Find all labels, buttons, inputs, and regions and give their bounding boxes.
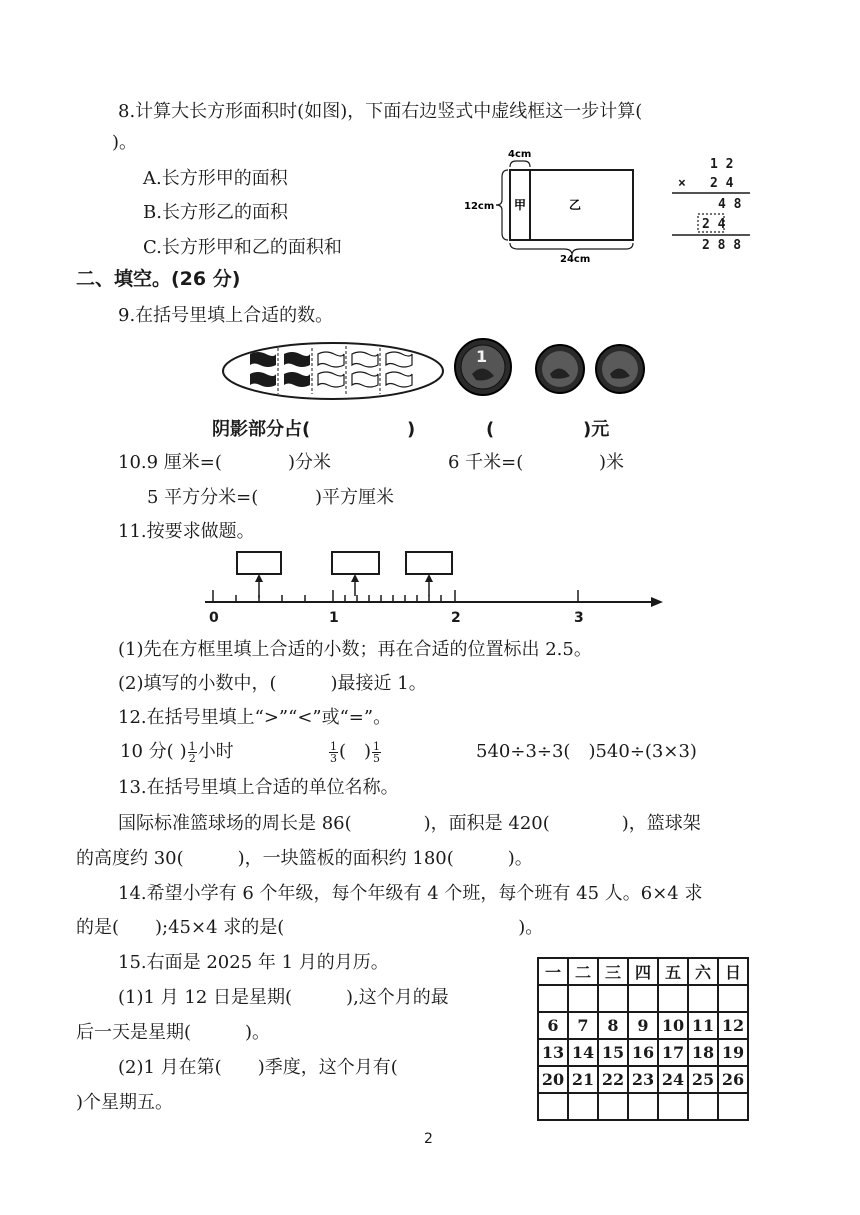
q12-stem: 12.在括号里填上“>”“<”或“=”。 xyxy=(118,707,392,728)
calc-row3: 4 8 xyxy=(718,197,742,212)
q9-stem: 9.在括号里填上合适的数。 xyxy=(118,305,334,326)
calendar-header-cell: 四 xyxy=(628,958,658,985)
calendar-day-cell xyxy=(598,985,628,1012)
q8-stem: 8.计算大长方形面积时(如图)，下面右边竖式中虚线框这一步计算( xyxy=(118,101,643,122)
tick-label-2: 2 xyxy=(451,610,461,626)
calendar-january-2025 xyxy=(537,957,749,1121)
q12-a-left: 10 分( xyxy=(120,741,174,762)
q8-fig-part-b: 乙 xyxy=(569,198,582,212)
q10-line2-b: )平方厘米 xyxy=(315,487,395,508)
coin-1-yuan-icon xyxy=(455,339,511,395)
calendar-week-row xyxy=(538,1066,748,1093)
calendar-header-row xyxy=(538,958,748,985)
answer-box-1 xyxy=(237,552,281,574)
q13-stem: 13.在括号里填上合适的单位名称。 xyxy=(118,777,399,798)
calendar-header-cell: 五 xyxy=(658,958,688,985)
q10-line1-b: )分米 xyxy=(288,452,332,473)
flag-shaded-1 xyxy=(250,352,276,387)
calendar-day-cell: 25 xyxy=(688,1066,718,1093)
answer-box-3 xyxy=(406,552,452,574)
q14-line2: 的是( );45×4 求的是( )。 xyxy=(76,917,544,938)
calendar-header-cell: 三 xyxy=(598,958,628,985)
calendar-week-row xyxy=(538,1093,748,1120)
q11-part2: (2)填写的小数中，( )最接近 1。 xyxy=(118,673,427,694)
q11-stem: 11.按要求做题。 xyxy=(118,521,255,542)
q8-stem-cont: )。 xyxy=(112,132,138,153)
q8-fig-top-label: 4cm xyxy=(508,149,532,160)
calc-times: × xyxy=(678,176,686,191)
tick-label-1: 1 xyxy=(329,610,339,626)
q13-line1: 国际标准篮球场的周长是 86( )，面积是 420( )，篮球架 xyxy=(118,813,701,834)
calendar-day-cell: 13 xyxy=(538,1039,568,1066)
calendar-day-cell: 20 xyxy=(538,1066,568,1093)
calendar-day-cell: 24 xyxy=(658,1066,688,1093)
q12-a-fraction: $\frac{1}{2}$ xyxy=(188,739,196,765)
q9-caption-right-close: )元 xyxy=(583,419,610,440)
calc-row5: 2 8 8 xyxy=(702,238,742,253)
calendar-day-cell: 14 xyxy=(568,1039,598,1066)
flag-plain-3 xyxy=(318,352,344,387)
q8-option-b: B.长方形乙的面积 xyxy=(143,202,288,223)
q14-line1: 14.希望小学有 6 个年级，每个年级有 4 个班，每个班有 45 人。6×4 求 xyxy=(118,883,703,904)
q11-number-line xyxy=(195,550,670,628)
q10-line1-d: )米 xyxy=(599,452,625,473)
q8-option-c: C.长方形甲和乙的面积和 xyxy=(143,237,342,258)
calendar-day-cell: 16 xyxy=(628,1039,658,1066)
q8-fig-bottom-label: 24cm xyxy=(560,254,591,265)
calendar-day-cell xyxy=(718,1093,748,1120)
calendar-day-cell: 12 xyxy=(718,1012,748,1039)
q12-a-right: ) xyxy=(179,741,187,762)
q12-b-fraction-1: $\frac{1}{3}$ xyxy=(330,739,337,765)
page-number: 2 xyxy=(424,1131,433,1147)
calendar-week-row xyxy=(538,1012,748,1039)
calendar-day-cell: 17 xyxy=(658,1039,688,1066)
q15-stem: 15.右面是 2025 年 1 月的月历。 xyxy=(118,952,389,973)
calendar-header-cell: 一 xyxy=(538,958,568,985)
calendar-day-cell: 9 xyxy=(628,1012,658,1039)
coin-small-2-icon xyxy=(596,345,644,393)
q12-compare-a xyxy=(120,740,234,764)
q15-part1-b: 后一天是星期( )。 xyxy=(76,1022,271,1043)
calendar-day-cell xyxy=(628,985,658,1012)
q8-fig-part-a: 甲 xyxy=(514,198,527,212)
q8-vertical-calc xyxy=(668,155,758,255)
calc-row4: 2 4 xyxy=(702,217,726,232)
calc-row2: 2 4 xyxy=(710,176,734,191)
q9-caption-right-open: ( xyxy=(486,419,495,440)
calendar-day-cell xyxy=(658,1093,688,1120)
calendar-day-cell xyxy=(718,985,748,1012)
calendar-day-cell xyxy=(628,1093,658,1120)
q12-b-fraction-2: $\frac{1}{5}$ xyxy=(373,739,381,765)
calendar-day-cell xyxy=(568,985,598,1012)
q9-caption-left: 阴影部分占( xyxy=(212,419,311,440)
calendar-day-cell xyxy=(538,985,568,1012)
calendar-week-row xyxy=(538,985,748,1012)
q15-part2-a: (2)1 月在第( )季度，这个月有( xyxy=(118,1057,398,1078)
q12-b-blank: ( ) xyxy=(339,741,372,762)
calendar-day-cell: 15 xyxy=(598,1039,628,1066)
q11-part1: (1)先在方框里填上合适的小数；再在合适的位置标出 2.5。 xyxy=(118,639,592,660)
q8-option-a: A.长方形甲的面积 xyxy=(143,168,288,189)
calendar-day-cell: 8 xyxy=(598,1012,628,1039)
coin-small-1-icon xyxy=(536,345,584,393)
q9-caption-left-close: ) xyxy=(407,419,416,440)
q8-fig-left-label: 12cm xyxy=(464,201,495,212)
calendar-day-cell: 18 xyxy=(688,1039,718,1066)
q10-line1-c: 6 千米=( xyxy=(448,452,524,473)
q13-line2: 的高度约 30( )，一块篮板的面积约 180( )。 xyxy=(76,848,533,869)
calendar-header-cell: 二 xyxy=(568,958,598,985)
calendar-day-cell xyxy=(658,985,688,1012)
calendar-day-cell: 10 xyxy=(658,1012,688,1039)
flag-shaded-2 xyxy=(284,352,310,387)
calendar-header-cell: 日 xyxy=(718,958,748,985)
calendar-day-cell: 23 xyxy=(628,1066,658,1093)
section-2-title: 二、填空。(26 分) xyxy=(76,268,241,290)
calendar-day-cell: 6 xyxy=(538,1012,568,1039)
calendar-day-cell: 11 xyxy=(688,1012,718,1039)
calendar-day-cell: 21 xyxy=(568,1066,598,1093)
calendar-day-cell xyxy=(538,1093,568,1120)
flag-plain-5 xyxy=(386,352,412,387)
q9-coins xyxy=(452,332,652,402)
q8-rectangle-figure xyxy=(460,145,640,265)
calendar-day-cell xyxy=(688,985,718,1012)
q9-flags-ellipse xyxy=(220,340,446,402)
q10-line1-a: 10.9 厘米=( xyxy=(118,452,222,473)
calendar-day-cell xyxy=(688,1093,718,1120)
answer-box-2 xyxy=(332,552,379,574)
calendar-day-cell: 7 xyxy=(568,1012,598,1039)
flag-plain-4 xyxy=(352,352,378,387)
tick-label-3: 3 xyxy=(574,610,584,626)
q10-line2-a: 5 平方分米=( xyxy=(147,487,259,508)
svg-text:1: 1 xyxy=(476,347,488,366)
q12-compare-b xyxy=(328,740,382,764)
q15-part1-a: (1)1 月 12 日是星期( ),这个月的最 xyxy=(118,987,449,1008)
q15-part2-b: )个星期五。 xyxy=(76,1092,174,1113)
tick-label-0: 0 xyxy=(209,610,219,626)
q12-compare-c: 540÷3÷3( )540÷(3×3) xyxy=(476,741,697,762)
calendar-day-cell: 26 xyxy=(718,1066,748,1093)
calendar-header-cell: 六 xyxy=(688,958,718,985)
calendar-week-row xyxy=(538,1039,748,1066)
calendar-day-cell xyxy=(598,1093,628,1120)
calendar-day-cell xyxy=(568,1093,598,1120)
calendar-day-cell: 19 xyxy=(718,1039,748,1066)
q12-a-unit: 小时 xyxy=(197,741,234,762)
calc-row1: 1 2 xyxy=(710,157,734,172)
calendar-day-cell: 22 xyxy=(598,1066,628,1093)
